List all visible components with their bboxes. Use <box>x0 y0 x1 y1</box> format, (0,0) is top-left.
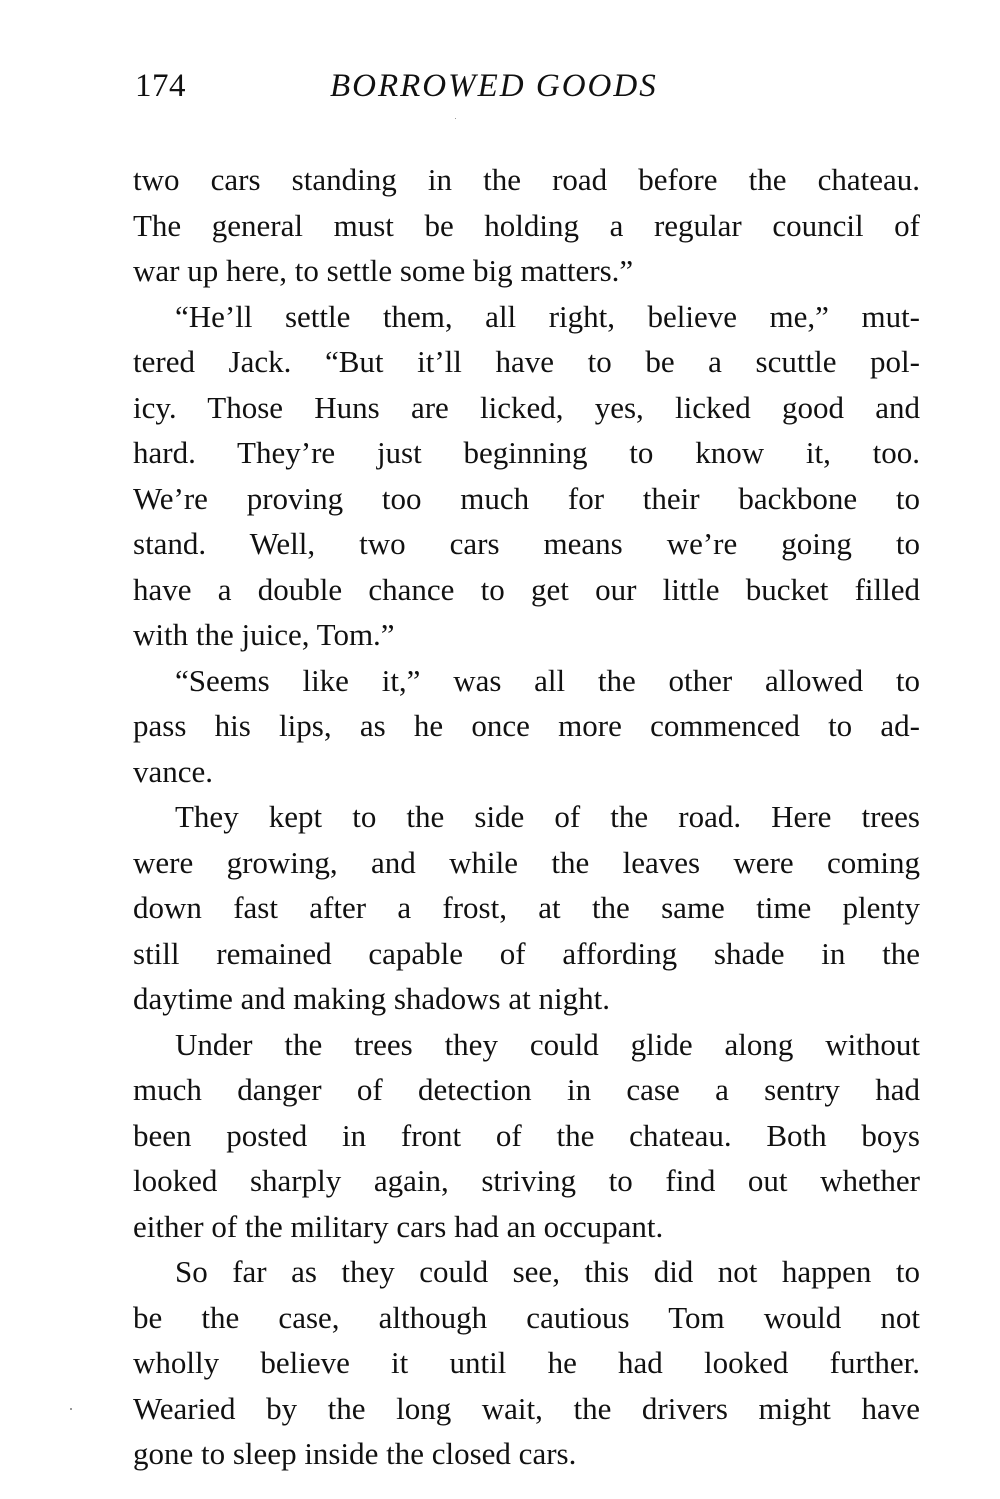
text-line: pass his lips, as he once more commenced to ad- <box>133 708 920 743</box>
paragraph <box>133 794 920 1022</box>
text-line: with the juice, Tom.” <box>133 617 395 652</box>
text-line: still remained capable of affording shade in the <box>133 935 920 971</box>
text-line: have a double chance to get our little bucket filled <box>133 571 920 607</box>
text-line: be the case, although cautious Tom would not <box>133 1299 920 1335</box>
text-line: vance. <box>133 753 214 789</box>
body-text <box>133 157 920 1477</box>
running-title: BORROWED GOODS <box>330 68 658 104</box>
text-line: looked sharply again, striving to find out whether <box>133 1163 920 1198</box>
text-line: much danger of detection in case a sentry had <box>133 1072 920 1107</box>
paragraph <box>133 157 920 294</box>
running-head <box>135 64 725 108</box>
paragraph <box>133 294 920 658</box>
text-line: gone to sleep inside the closed cars. <box>133 1436 577 1471</box>
text-line: daytime and making shadows at night. <box>133 981 610 1016</box>
text-line: The general must be holding a regular council of <box>133 207 920 243</box>
text-line: down fast after a frost, at the same time plenty <box>133 890 920 925</box>
text-line: “He’ll settle them, all right, believe me,” mut- <box>175 298 920 334</box>
text-line: We’re proving too much for their backbone to <box>133 480 920 516</box>
text-line: Under the trees they could glide along without <box>175 1026 920 1062</box>
paragraph <box>133 1249 920 1477</box>
paper-speck <box>70 1408 72 1410</box>
paper-speck <box>455 118 456 119</box>
text-line: icy. Those Huns are licked, yes, licked good and <box>133 389 920 425</box>
paragraph <box>133 1022 920 1250</box>
text-line: They kept to the side of the road. Here trees <box>175 799 920 834</box>
page-number: 174 <box>135 68 186 104</box>
text-line: stand. Well, two cars means we’re going to <box>133 526 920 561</box>
text-line: war up here, to settle some big matters.” <box>133 253 634 288</box>
paragraph <box>133 658 920 795</box>
text-line: Wearied by the long wait, the drivers might have <box>133 1390 920 1426</box>
text-line: wholly believe it until he had looked further. <box>133 1345 920 1380</box>
text-line: hard. They’re just beginning to know it, too. <box>133 435 920 470</box>
text-line: tered Jack. “But it’ll have to be a scuttle pol- <box>133 344 920 379</box>
text-line: two cars standing in the road before the chateau. <box>133 162 920 197</box>
text-line: been posted in front of the chateau. Both boys <box>133 1117 920 1153</box>
text-line: “Seems like it,” was all the other allowed to <box>175 662 920 698</box>
text-line: were growing, and while the leaves were coming <box>133 844 920 880</box>
text-line: So far as they could see, this did not happen to <box>175 1254 920 1289</box>
text-line: either of the military cars had an occupant. <box>133 1208 664 1244</box>
